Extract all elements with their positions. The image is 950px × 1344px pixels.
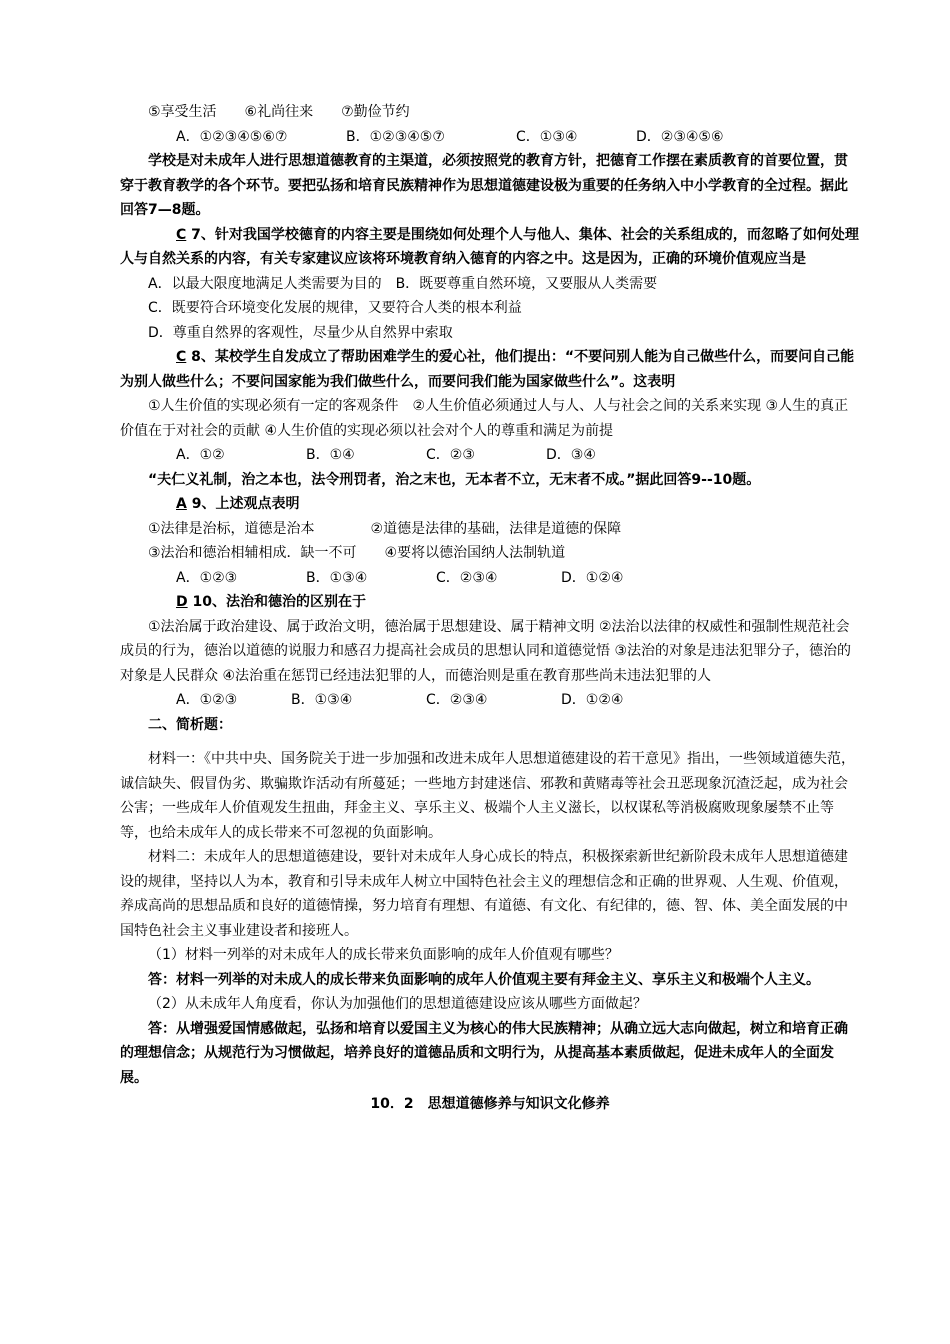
page-title: 10．2 思想道德修养与知识文化修养 (370, 1096, 610, 1112)
question-text: 7、针对我国学校德育的内容主要是围绕如何处理个人与他人、集体、社会的关系组成的，而忽略了如何处理人与自然关系的内容，有关专家建议应该将环境教育纳入德育的内容之中。这是因为，正确的环境价值观应当是 (120, 226, 859, 267)
option-a: A．①②③ (176, 692, 238, 708)
question-text: 8、某校学生自发成立了帮助困难学生的爱心社，他们提出：“不要问别人能为自己做些什么，而要问自己能为别人做些什么；不要问国家能为我们做些什么，而要问我们能为国家做些什么”。这表明 (120, 349, 855, 390)
choice-options (120, 443, 860, 468)
options-line: ⑤享受生活 ⑥礼尚往来 ⑦勤俭节约 (148, 104, 410, 120)
option-line: A．以最大限度地满足人类需要为目的 B．既要尊重自然环境，又要服从人类需要 (148, 275, 658, 292)
quote-paragraph: “夫仁义礼制，治之本也，法令刑罚者，治之末也，无本者不立，无末者不成。”据此回答9--10题。 (148, 471, 761, 488)
sub-question-2: （2）从未成年人角度看，你认为加强他们的思想道德建设应该从哪些方面做起？ (148, 996, 647, 1012)
section-heading: 二、简析题： (148, 716, 232, 733)
sub-question-1: （1）材料一列举的对未成年人的成长带来负面影响的成年人价值观有哪些？ (148, 947, 619, 963)
answer-1: 答：材料一列举的对未成人的成长带来负面影响的成年人价值观主要有拜金主义、享乐主义和极端个人主义。 (148, 971, 820, 988)
option-line: D．尊重自然界的客观性，尽量少从自然界中索取 (148, 324, 453, 341)
answer-mark: C (176, 226, 187, 243)
answer-mark: A (176, 496, 187, 512)
option-d: D．①②④ (561, 569, 624, 586)
option-d: D．③④ (546, 447, 596, 463)
question-text: 9、上述观点表明 (186, 496, 300, 512)
option-d: D．①②④ (561, 692, 624, 708)
intro-paragraph: 学校是对未成年人进行思想道德教育的主渠道，必须按照党的教育方针，把德育工作摆在素质教育的首要位置，贯穿于教育教学的各个环节。要把弘扬和培育民族精神作为思想道德建设极为重要的任务纳入中小学教育的全过程。据此回答7—8题。 (120, 153, 848, 218)
option-a: A．①② (176, 447, 225, 463)
document-page (120, 100, 860, 1117)
statements: ③法治和德治相辅相成．缺一不可 ④要将以德治国纳人法制轨道 (148, 545, 566, 561)
question-7 (120, 223, 860, 272)
statements: ①法律是治标，道德是治本 ②道德是法律的基础，法律是道德的保障 (148, 520, 622, 537)
option-line: C．既要符合环境变化发展的规律，又要符合人类的根本利益 (148, 300, 522, 316)
option-c: C．②③④ (436, 569, 498, 586)
choice-options (120, 125, 860, 150)
answer-mark: C (176, 349, 187, 365)
question-8 (120, 345, 860, 394)
choice-options (120, 688, 860, 713)
option-b: B．①③④ (291, 692, 353, 708)
option-c: C．①③④ (516, 128, 578, 145)
option-b: B．①③④ (306, 569, 368, 586)
statements: ①人生价值的实现必须有一定的客观条件 ②人生价值必须通过人与人、人与社会之间的关系来实现 ③人生的真正价值在于对社会的贡献 ④人生价值的实现必须以社会对个人的尊重和满足为前提 (120, 398, 849, 439)
option-c: C．②③④ (426, 692, 488, 708)
answer-mark: D (176, 594, 188, 610)
option-b: B．①②③④⑤⑦ (346, 128, 445, 145)
option-a: A．①②③ (176, 569, 238, 586)
option-b: B．①④ (306, 447, 355, 463)
question-text: 10、法治和德治的区别在于 (187, 594, 366, 610)
option-c: C．②③ (426, 447, 475, 463)
choice-options (120, 566, 860, 591)
question-10 (120, 590, 860, 615)
answer-2: 答：从增强爱国情感做起，弘扬和培育以爱国主义为核心的伟大民族精神；从确立远大志向做起，树立和培育正确的理想信念；从规范行为习惯做起，培养良好的道德品质和文明行为，从提高基本素质做起，促进未成年人的全面发展。 (120, 1020, 848, 1086)
material-two: 材料二：未成年人的思想道德建设，要针对未成年人身心成长的特点，积极探索新世纪新阶段未成年人思想道德建设的规律，坚持以人为本，教育和引导未成年人树立中国特色社会主义的理想信念和正确的世界观、人生观、价值观，养成高尚的思想品质和良好的道德情操，努力培育有理想、有道德、有文化、有纪律的，德、智、体、美全面发展的中国特色社会主义事业建设者和接班人。 (120, 849, 848, 939)
statements: ①法治属于政治建设、属于政治文明，德治属于思想建设、属于精神文明 ②法治以法律的权威性和强制性规范社会成员的行为，德治以道德的说服力和感召力提高社会成员的思想认同和道德觉悟 ③法治的对象是违法犯罪分子，德治的对象是人民群众 ④法治重在惩罚已经违法犯罪的人，而德治则是重在教育那些尚未违法犯罪的人 (120, 618, 851, 684)
option-d: D．②③④⑤⑥ (636, 128, 724, 145)
material-one: 材料一：《中共中央、国务院关于进一步加强和改进未成年人思想道德建设的若干意见》指出，一些领域道德失范，诚信缺失、假冒伪劣、欺骗欺诈活动有所蔓延；一些地方封建迷信、邪教和黄赌毒等社会丑恶现象沉渣泛起，成为社会公害；一些成年人价值观发生扭曲，拜金主义、享乐主义、极端个人主义滋长，以权谋私等消极腐败现象屡禁不止等等，也给未成年人的成长带来不可忽视的负面影响。 (120, 751, 855, 841)
question-9 (120, 492, 860, 517)
option-a: A．①②③④⑤⑥⑦ (176, 128, 288, 145)
